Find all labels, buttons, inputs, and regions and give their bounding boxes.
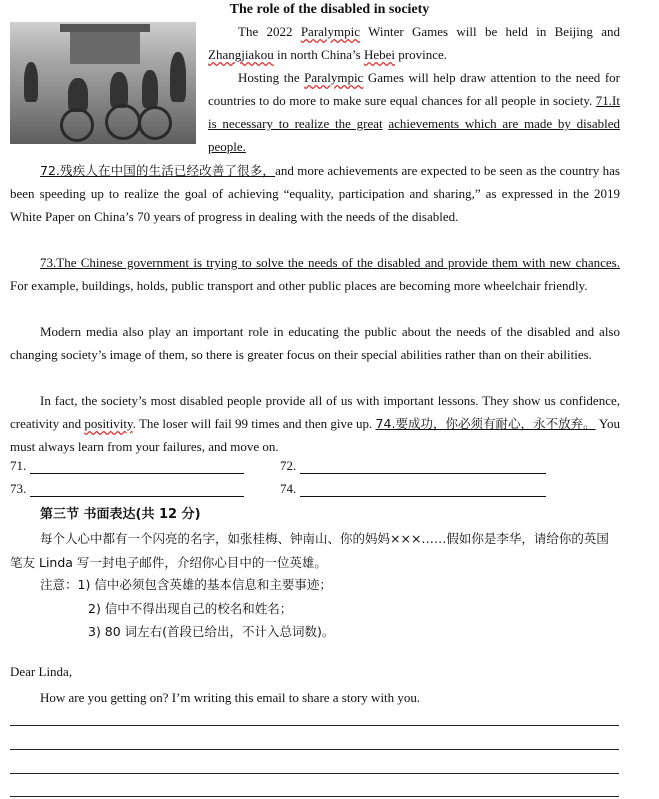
passage-title: The role of the disabled in society [229,2,430,17]
writing-line[interactable] [10,796,619,797]
person-shape [24,62,38,102]
paragraph-5: Modern media also play an important role in educating the public about the needs of the disabled and also changing society’s image of them, so there is greater focus on their special abilities rather than on their abilities. [10,324,620,362]
paragraph-1: The 2022 Paralympic Winter Games will be held in Beijing and Zhangjiakou in north China’s Hebei province. [208,24,620,62]
answer-72: 72. [280,458,546,474]
paragraph-3: 72.残疾人在中国的生活已经改善了很多，and more achievements are expected to be seen as the country has been speeding up to realize the goal of achieving “equality, participation and sharing,” as expressed in the 2019 White Paper on China’s 70 years of progress in dealing with the needs of the disabled. [10,163,620,224]
person-shape [170,52,186,102]
wheel-shape [138,106,172,140]
writing-line[interactable] [10,725,619,726]
note-2: 2) 信中不得出现自己的校名和姓名； [88,601,293,616]
letter-opening: How are you getting on? I’m writing this email to share a story with you. [40,690,421,705]
writing-line[interactable] [10,773,619,774]
answer-73-line[interactable] [30,484,244,497]
paragraph-6: In fact, the society’s most disabled people provide all of us with important lessons. They show us confidence, creativity and positivity. The loser will fail 99 times and then give up. 74.要成功，你必须有耐心，永不放弃。 You must always learn from your failures, and move on. [10,393,620,454]
sentence-72: 72.残疾人在中国的生活已经改善了很多， [40,163,276,178]
letter-greeting: Dear Linda, [10,664,73,679]
answer-71: 71. [10,458,244,474]
note-1: 注意：1) 信中必须包含英雄的基本信息和主要事迹； [40,577,332,592]
answer-73: 73. [10,481,244,497]
paralympic-photo [10,22,196,144]
person-shape [142,70,158,108]
note-3: 3) 80 词左右(首段已给出，不计入总词数)。 [88,624,335,639]
sentence-71-cont: achievements which are made by disabled people. [208,116,621,154]
wheel-shape [60,108,94,142]
sentence-73: 73.The Chinese government is trying to solve the needs of the disabled and provide them with new chances. [40,255,620,270]
answer-74: 74. [280,481,546,497]
answer-72-line[interactable] [300,461,546,474]
person-shape [68,78,88,112]
answer-74-line[interactable] [300,484,546,497]
paragraph-4: 73.The Chinese government is trying to solve the needs of the disabled and provide them with new chances. For example, buildings, holds, public transport and other public places are becoming more wheelchair friendly. [10,255,620,293]
section-heading: 第三节 书面表达(共 12 分) [40,507,201,522]
writing-line[interactable] [10,749,619,750]
sentence-71: 71.It is necessary to realize the great [208,93,620,131]
city-gate-shape [70,30,140,64]
answer-71-line[interactable] [30,461,244,474]
person-shape [110,72,128,108]
sentence-74: 74.要成功，你必须有耐心，永不放弃。 [375,416,596,431]
writing-prompt: 每个人心中都有一个闪亮的名字，如张桂梅、钟南山、你的妈妈×××……假如你是李华，请给你的英国笔友 Linda 写一封电子邮件，介绍你心目中的一位英雄。 [10,531,609,570]
paragraph-2: Hosting the Paralympic Games will help draw attention to the need for countries to do more to make sure equal chances for all people in society. 71.It is necessary to realize the great achievements which are made by disabled people. [208,70,621,154]
wheel-shape [105,104,141,140]
